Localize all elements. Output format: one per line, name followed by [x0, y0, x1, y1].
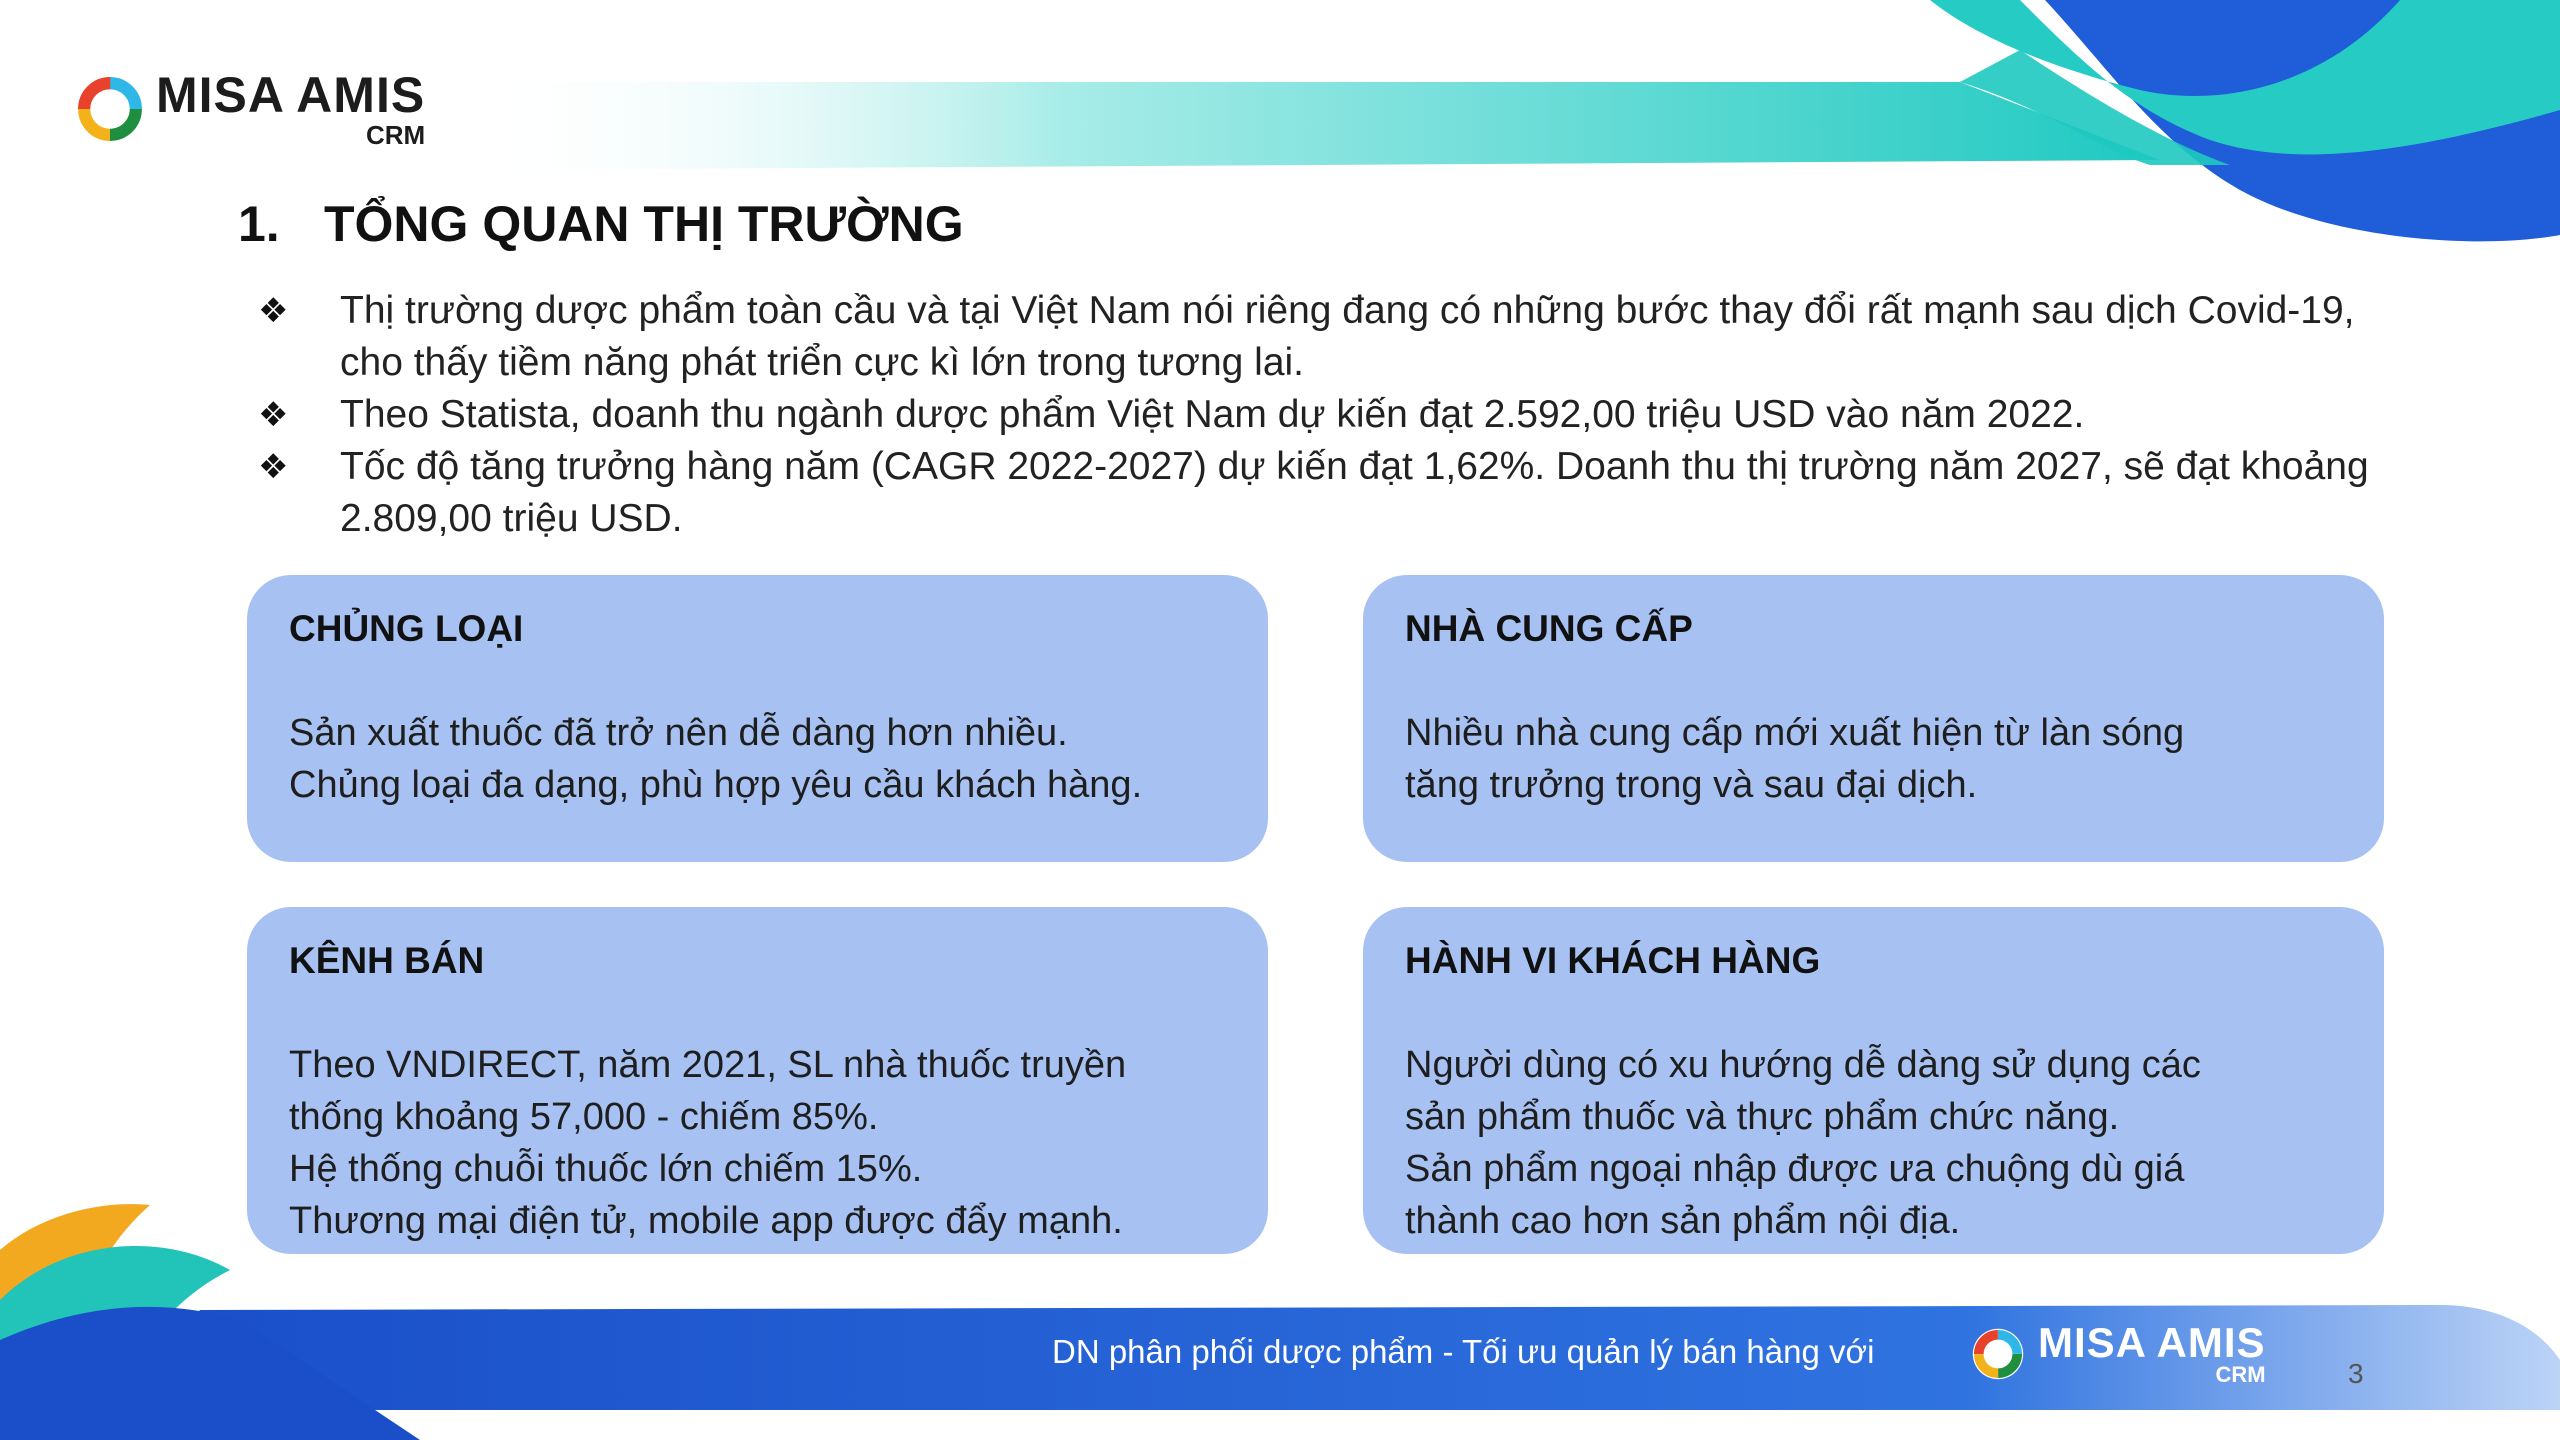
- card-line: Thương mại điện tử, mobile app được đẩy mạnh.: [289, 1200, 1123, 1242]
- bullet-list: [258, 285, 2378, 545]
- card-line: tăng trưởng trong và sau đại dịch.: [1405, 764, 1978, 806]
- list-item: [258, 441, 2378, 545]
- footer-logo-sub-text: CRM: [2215, 1362, 2266, 1387]
- card-heading: CHỦNG LOẠI: [289, 608, 524, 649]
- section-title-text: TỔNG QUAN THỊ TRƯỜNG: [324, 196, 964, 252]
- footer-tagline: DN phân phối dược phẩm - Tối ưu quản lý bán hàng với: [1052, 1333, 1875, 1370]
- card-line: Hệ thống chuỗi thuốc lớn chiếm 15%.: [289, 1148, 923, 1190]
- diamond-bullet-icon: ❖: [258, 396, 289, 434]
- card-suppliers: [1363, 575, 2384, 862]
- card-line: thống khoảng 57,000 - chiếm 85%.: [289, 1096, 879, 1138]
- card-sales-channels: [247, 907, 1268, 1254]
- logo-brand-text: MISA AMIS: [156, 67, 426, 123]
- card-line: Sản xuất thuốc đã trở nên dễ dàng hơn nhiều.: [289, 712, 1068, 754]
- list-item: [258, 285, 2378, 389]
- page-title: [238, 195, 964, 253]
- card-line: Nhiều nhà cung cấp mới xuất hiện từ làn sóng: [1405, 712, 2185, 754]
- card-customer-behavior: [1363, 907, 2384, 1254]
- card-heading: KÊNH BÁN: [289, 940, 485, 981]
- card-heading: NHÀ CUNG CẤP: [1405, 608, 1693, 649]
- footer-logo-brand-text: MISA AMIS: [2038, 1319, 2266, 1366]
- card-line: sản phẩm thuốc và thực phẩm chức năng.: [1405, 1096, 2120, 1138]
- diamond-bullet-icon: ❖: [258, 292, 289, 330]
- page-number: 3: [2348, 1358, 2364, 1389]
- card-line: Chủng loại đa dạng, phù hợp yêu cầu khách hàng.: [289, 764, 1143, 806]
- footer-misa-amis-logo: [1968, 1319, 2266, 1387]
- card-line: Người dùng có xu hướng dễ dàng sử dụng các: [1405, 1044, 2201, 1086]
- bullet-text: Tốc độ tăng trưởng hàng năm (CAGR 2022-2027) dự kiến đạt 1,62%. Doanh thu thị trường năm 2027, sẽ đạt khoảng 2.809,00 triệu USD.: [340, 445, 2369, 540]
- diamond-bullet-icon: ❖: [258, 448, 289, 486]
- misa-ring-icon: [1968, 1324, 2028, 1384]
- card-product-types: [247, 575, 1268, 862]
- card-line: thành cao hơn sản phẩm nội địa.: [1405, 1200, 1961, 1242]
- logo-sub-text: CRM: [365, 120, 426, 150]
- card-line: Sản phẩm ngoại nhập được ưa chuộng dù giá: [1405, 1148, 2185, 1190]
- card-line: Theo VNDIRECT, năm 2021, SL nhà thuốc truyền: [289, 1044, 1127, 1086]
- card-heading: HÀNH VI KHÁCH HÀNG: [1405, 940, 1821, 981]
- section-number: 1.: [238, 196, 280, 252]
- list-item: [258, 389, 2378, 441]
- misa-ring-icon: [76, 75, 144, 143]
- misa-amis-logo: [76, 67, 426, 150]
- bullet-text: Thị trường dược phẩm toàn cầu và tại Việt Nam nói riêng đang có những bước thay đổi rất mạnh sau dịch Covid-19, cho thấy tiềm năng phát triển cực kì lớn trong tương lai.: [340, 289, 2355, 384]
- bullet-text: Theo Statista, doanh thu ngành dược phẩm Việt Nam dự kiến đạt 2.592,00 triệu USD vào năm 2022.: [340, 393, 2085, 436]
